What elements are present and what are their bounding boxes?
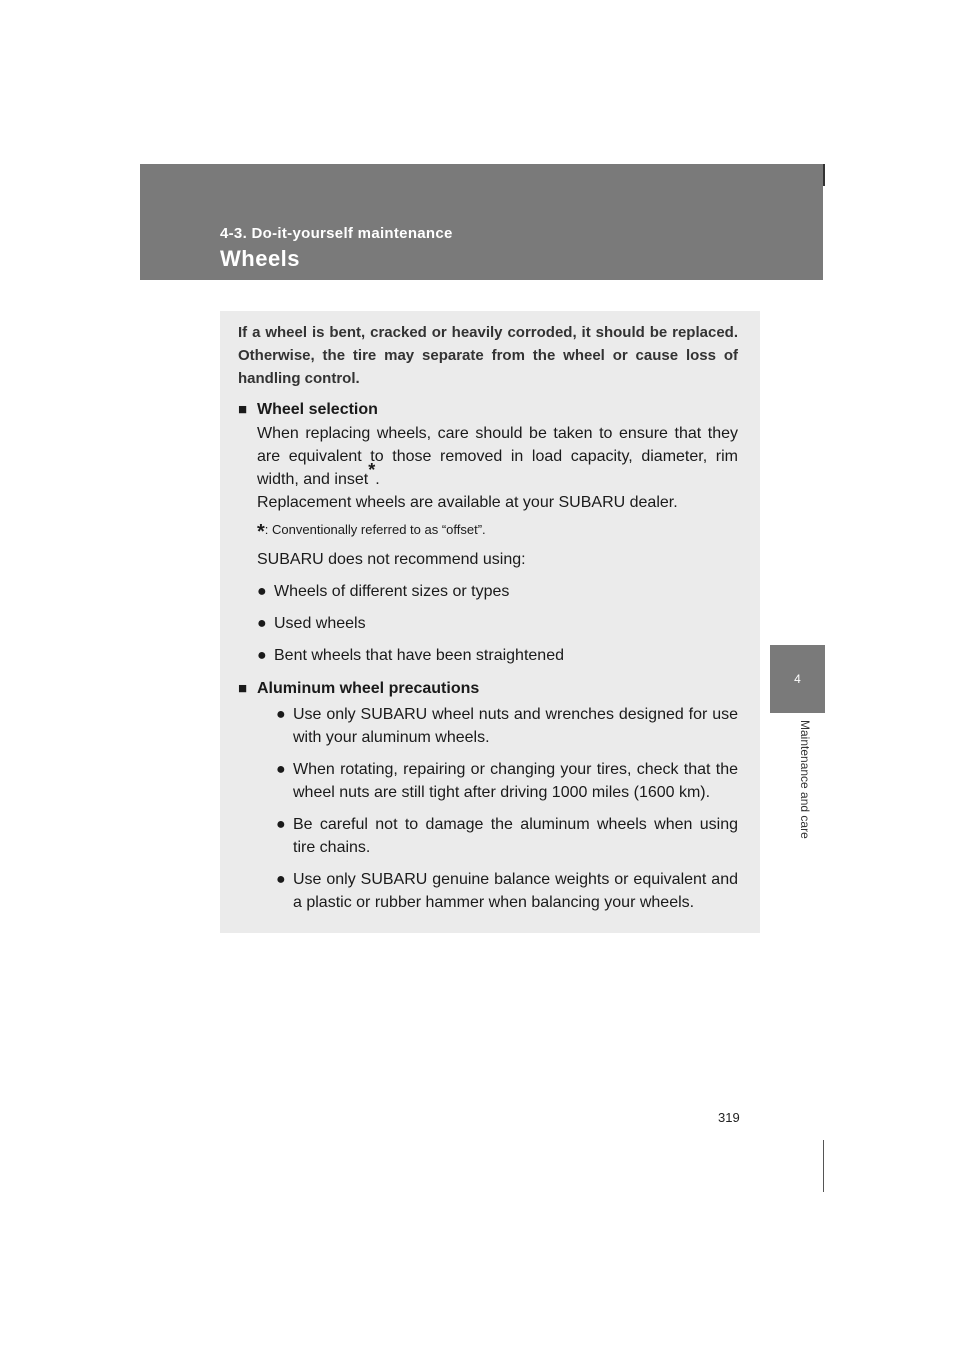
asterisk-icon: *: [368, 460, 376, 480]
list-item: ● Used wheels: [257, 612, 738, 635]
bullet-icon: ●: [257, 647, 267, 664]
aluminum-list: [257, 703, 738, 914]
not-recommend-text: SUBARU does not recommend using:: [257, 551, 526, 568]
section-label: 4-3. Do-it-yourself maintenance: [220, 225, 453, 242]
intro-text: If a wheel is bent, cracked or heavily corroded, it should be replaced. Otherwise, the tire may separate from the wheel or cause loss of handling control.: [238, 324, 738, 387]
list-item: ● Use only SUBARU genuine balance weights or equivalent and a plastic or rubber hammer when balancing your wheels.: [276, 868, 738, 914]
corner-mark: [823, 1140, 824, 1192]
chapter-tab-label: Maintenance and care: [798, 720, 812, 839]
corner-mark: [823, 164, 825, 186]
bullet-icon: ●: [257, 615, 267, 632]
footnote: *: Conventionally referred to as “offset”.: [257, 521, 486, 543]
page-title: Wheels: [220, 246, 301, 271]
page-number: 319: [718, 1110, 740, 1125]
list-item: ● When rotating, repairing or changing your tires, check that the wheel nuts are still tight after driving 1000 miles (1600 km).: [276, 758, 738, 804]
bullet-icon: ●: [257, 583, 267, 600]
square-bullet-icon: ■: [238, 401, 248, 418]
asterisk-icon: *: [257, 521, 265, 543]
chapter-tab[interactable]: 4: [770, 645, 825, 713]
square-bullet-icon: ■: [238, 680, 248, 697]
bullet-icon: ●: [276, 706, 286, 723]
dealer-paragraph: Replacement wheels are available at your SUBARU dealer.: [257, 494, 678, 511]
list-item: ● Wheels of different sizes or types: [257, 580, 738, 603]
bullet-icon: ●: [276, 761, 286, 778]
section-heading-wheel-selection: ■ Wheel selection: [238, 398, 738, 422]
list-item: ● Use only SUBARU wheel nuts and wrenches designed for use with your aluminum wheels.: [276, 703, 738, 749]
bullet-icon: ●: [276, 816, 286, 833]
wheel-selection-paragraph: When replacing wheels, care should be taken to ensure that they are equivalent to those removed in load capacity, diameter, rim width, and inset*.: [257, 425, 738, 488]
section-heading-aluminum: ■ Aluminum wheel precautions: [238, 677, 738, 701]
list-item: ● Be careful not to damage the aluminum wheels when using tire chains.: [276, 813, 738, 859]
content-box: [220, 311, 760, 933]
list-item: ● Bent wheels that have been straightened: [257, 644, 738, 667]
bullet-icon: ●: [276, 871, 286, 888]
page-header: [140, 164, 823, 280]
